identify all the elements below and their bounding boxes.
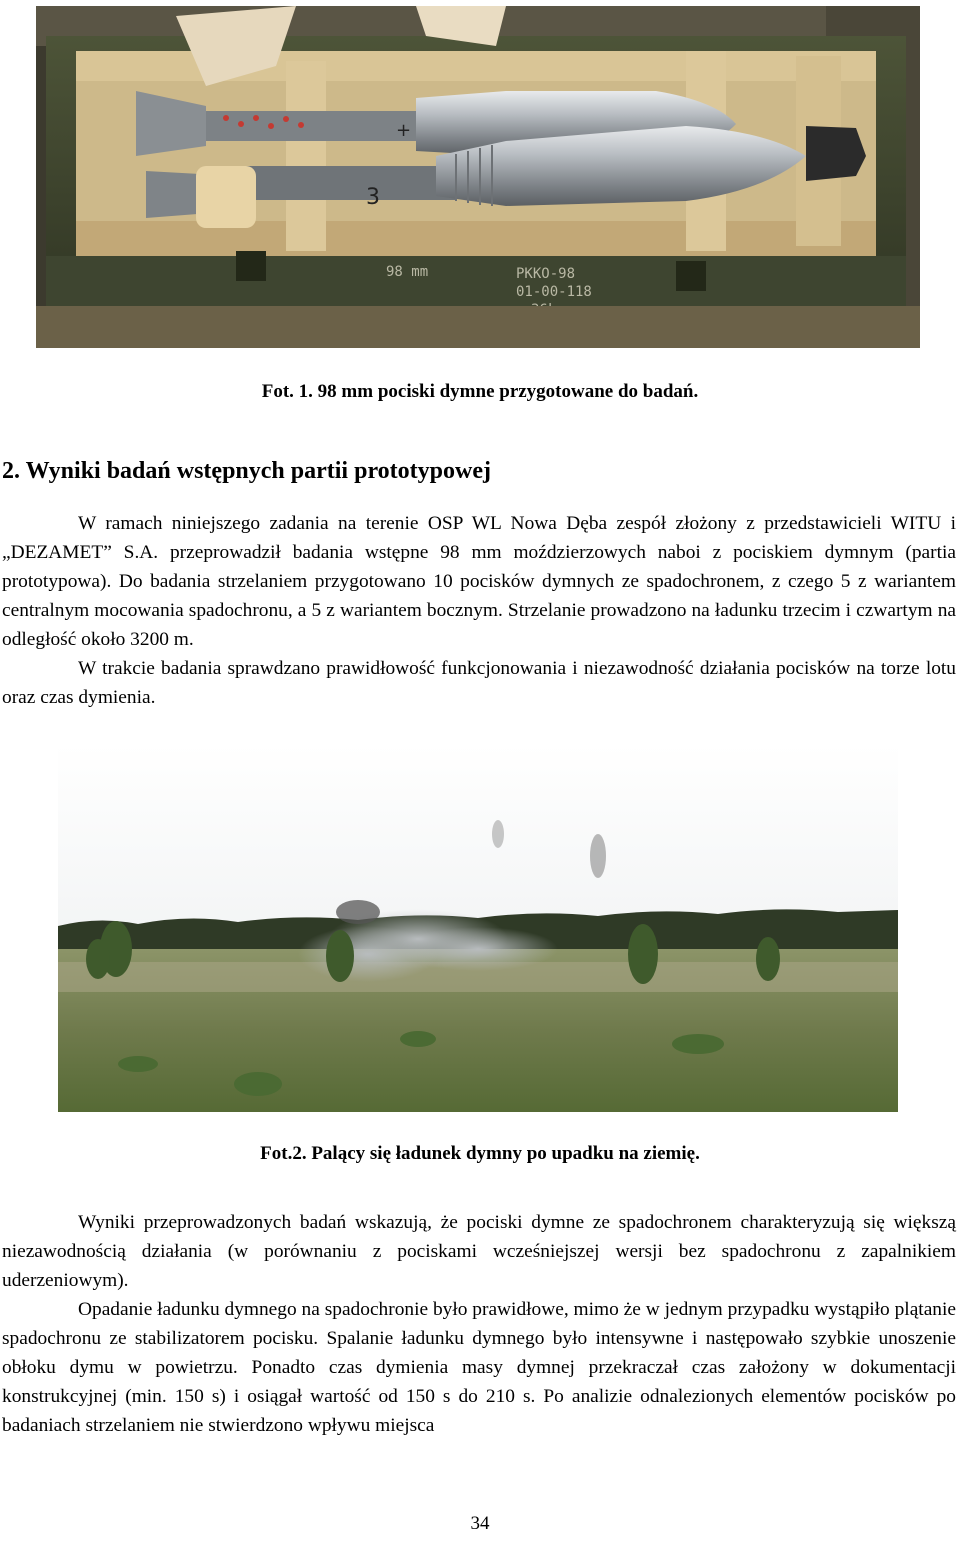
- photo-2-illustration: [58, 744, 898, 1112]
- svg-text:3: 3: [366, 185, 380, 210]
- crate-marking-model: PKKO-98: [516, 266, 576, 282]
- photo-smoke-rounds-in-crate: [36, 6, 920, 348]
- page-number: 34: [470, 1513, 490, 1534]
- section-heading: 2. Wyniki badań wstępnych partii prototypowej: [2, 458, 491, 484]
- svg-text:+: +: [396, 120, 412, 141]
- paragraph-test-description: [2, 509, 956, 712]
- paragraph-2-text: W trakcie badania sprawdzano prawidłowość funkcjonowania i niezawodność działania pocisków na torze lotu oraz czas dymienia.: [2, 658, 956, 708]
- paragraph-parachute-performance: Opadanie ładunku dymnego na spadochronie było prawidłowe, mimo że w jednym przypadku wystąpiło plątanie spadochronu ze stabilizatorem pocisku. Spalanie ładunku dymnego było intensywne i następowało szybkie unoszenie obłoku dymu w powietrzu. Ponadto czas dymienia masy dymnej przekraczał czas założony w dokumentacji konstrukcyjnej (min. 150 s) i osiągał wartość od 150 s do 210 s. Po analizie odnalezionych elementów pocisków po badaniach strzelaniem nie stwierdzono wpływu miejsca: [2, 1299, 956, 1436]
- figure-2-caption: Fot.2. Palący się ładunek dymny po upadku na ziemię.: [260, 1143, 700, 1164]
- photo-1-illustration: [36, 6, 920, 348]
- crate-marking-lot: 01-00-118: [516, 284, 592, 300]
- photo-burning-smoke-charge: [58, 744, 898, 1112]
- paragraph-results-summary: Wyniki przeprowadzonych badań wskazują, że pociski dymne ze spadochronem charakteryzują się większą niezawodnością działania (w porównaniu z pociskami wcześniejszej wersji bez spadochronu z zapalnikiem uderzeniowym).: [2, 1212, 956, 1291]
- crate-marking-caliber: 98 mm: [386, 264, 429, 280]
- figure-1-caption: Fot. 1. 98 mm pociski dymne przygotowane do badań.: [261, 381, 699, 402]
- paragraph-1-text: W ramach niniejszego zadania na terenie OSP WL Nowa Dęba zespół złożony z przedstawicieli WITU i „DEZAMET” S.A. przeprowadził badania wstępne 98 mm moździerzowych naboi z pociskiem dymnym (partia prototypowa). Do badania strzelaniem przygotowano 10 pocisków dymnych ze spadochronem, z czego 5 z wariantem centralnym mocowania spadochronu, a 5 z wariantem bocznym. Strzelanie prowadzono na ładunku trzecim i czwartym na odległość około 3200 m.: [2, 513, 956, 650]
